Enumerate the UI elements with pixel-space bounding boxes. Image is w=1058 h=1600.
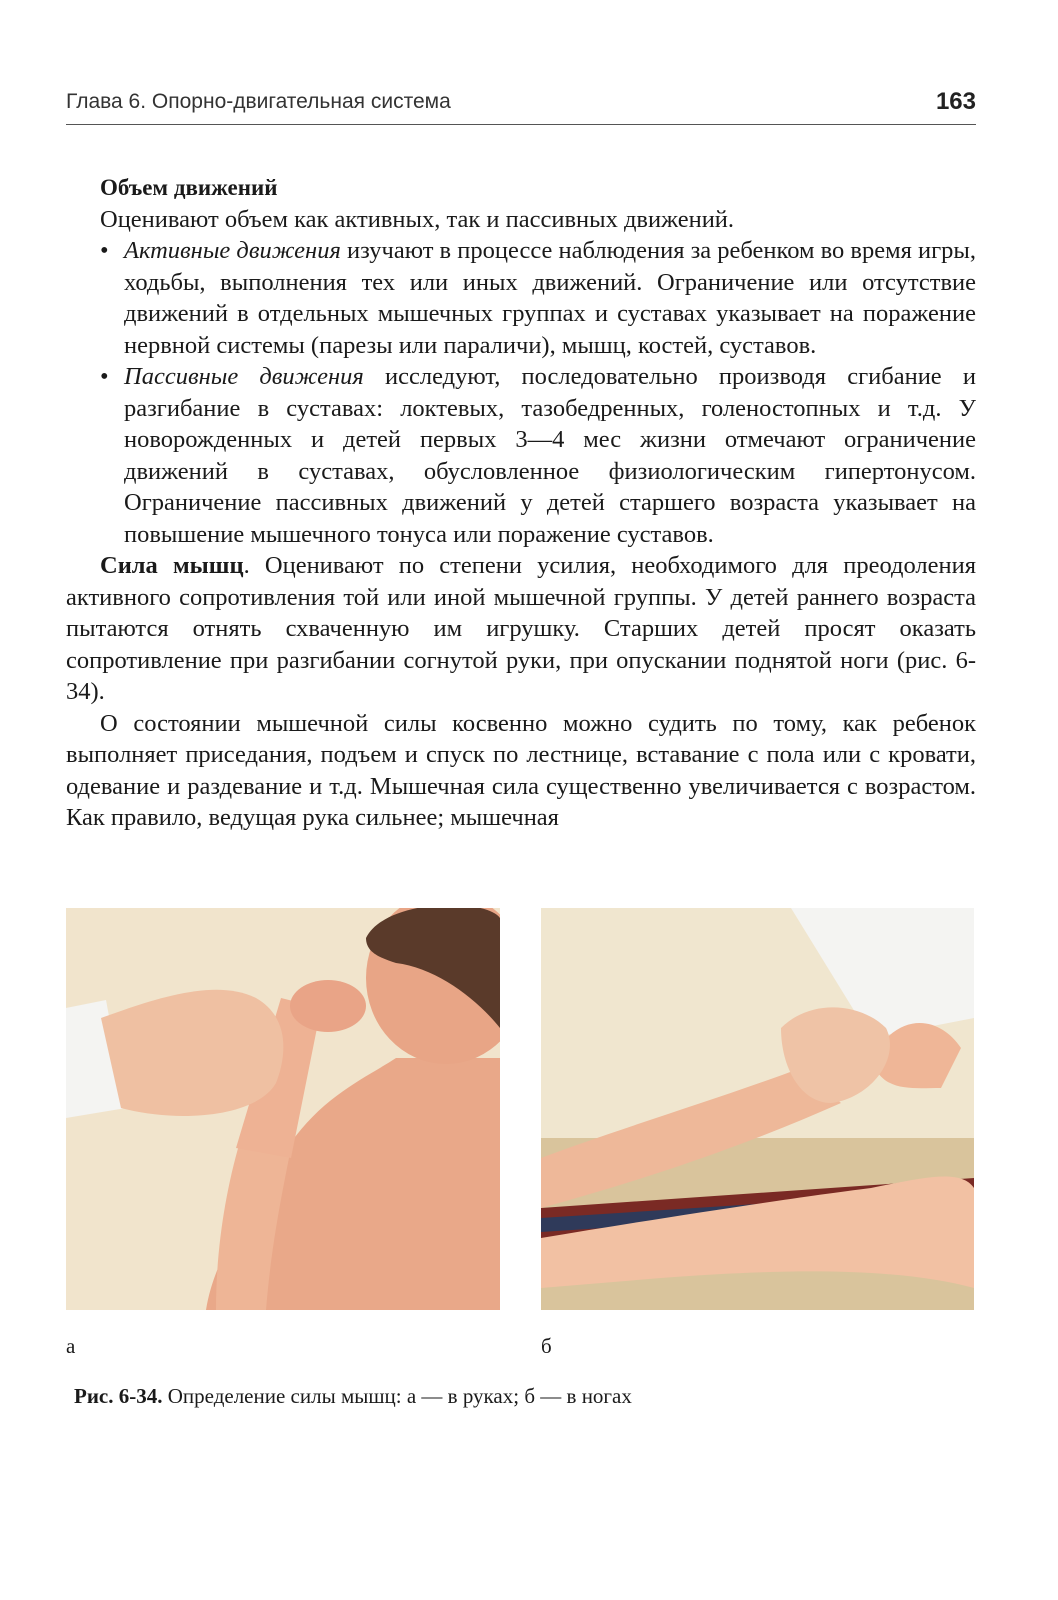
figure-photo-b: [541, 908, 974, 1310]
paragraph-indirect-assessment: О состоянии мышечной силы косвенно можно судить по тому, как ребенок выполняет приседания, подъем и спуск по лестнице, вставание с пола или с кровати, одевание и раздевание и т.д. Мышечная сила существенно увеличивается с возрастом. Как правило, ведущая рука сильнее; мышечная: [66, 709, 976, 831]
bullet-term: Пассивные движения: [124, 363, 364, 390]
body-text: [66, 172, 976, 834]
section-heading: Объем движений: [100, 175, 278, 200]
paragraph-text: . Оценивают по степени усилия, необходимого для преодоления активного сопротивления той или иной мышечной группы. У детей раннего возраста пытаются отнять схваченную им игрушку. Старших детей просят оказать сопротивление при разгибании согнутой руки, при опускании поднятой ноги (рис. 6-34).: [66, 552, 976, 705]
figure-label-a: а: [66, 1334, 76, 1358]
figure-photo-a: [66, 908, 500, 1310]
leg-test-illustration: [541, 908, 974, 1310]
bullet-text: изучают в процессе наблюдения за ребенком во время игры, ходьбы, выполнения тех или иных движений. Ограничение или отсутствие движений в отдельных мышечных группах и суставах указывает на поражение нервной системы (парезы или параличи), мышц, костей, суставов.: [124, 237, 976, 359]
header-rule: [66, 124, 976, 125]
lead-paragraph: Оценивают объем как активных, так и пассивных движений.: [100, 205, 735, 233]
figure-label-b: б: [541, 1334, 552, 1358]
bullet-text: исследуют, последовательно производя сгибание и разгибание в суставах: локтевых, тазобедренных, голеностопных и т.д. У новорожденных и детей первых 3—4 мес жизни отмечают ограничение движений в суставах, обусловленное физиологическим гипертонусом. Ограничение пассивных движений у детей старшего возраста указывает на повышение мышечного тонуса или поражение суставов.: [124, 363, 976, 548]
paragraph-term: Сила мышц: [100, 552, 244, 579]
bullet-term: Активные движения: [124, 237, 341, 264]
caption-label: Рис. 6-34.: [74, 1384, 163, 1408]
page-number: 163: [935, 88, 976, 115]
bullet-icon: •: [100, 363, 109, 390]
caption-text: Определение силы мышц: а — в руках; б — в ногах: [162, 1384, 632, 1408]
figure-caption: [74, 1384, 632, 1409]
paragraph-muscle-strength: [66, 550, 976, 708]
bullet-icon: •: [100, 237, 109, 264]
bullet-active-movements: [66, 235, 976, 361]
arm-test-illustration: [66, 908, 500, 1310]
bullet-passive-movements: [66, 361, 976, 550]
running-head: [66, 88, 976, 122]
chapter-title: Глава 6. Опорно-двигательная система: [66, 90, 451, 113]
